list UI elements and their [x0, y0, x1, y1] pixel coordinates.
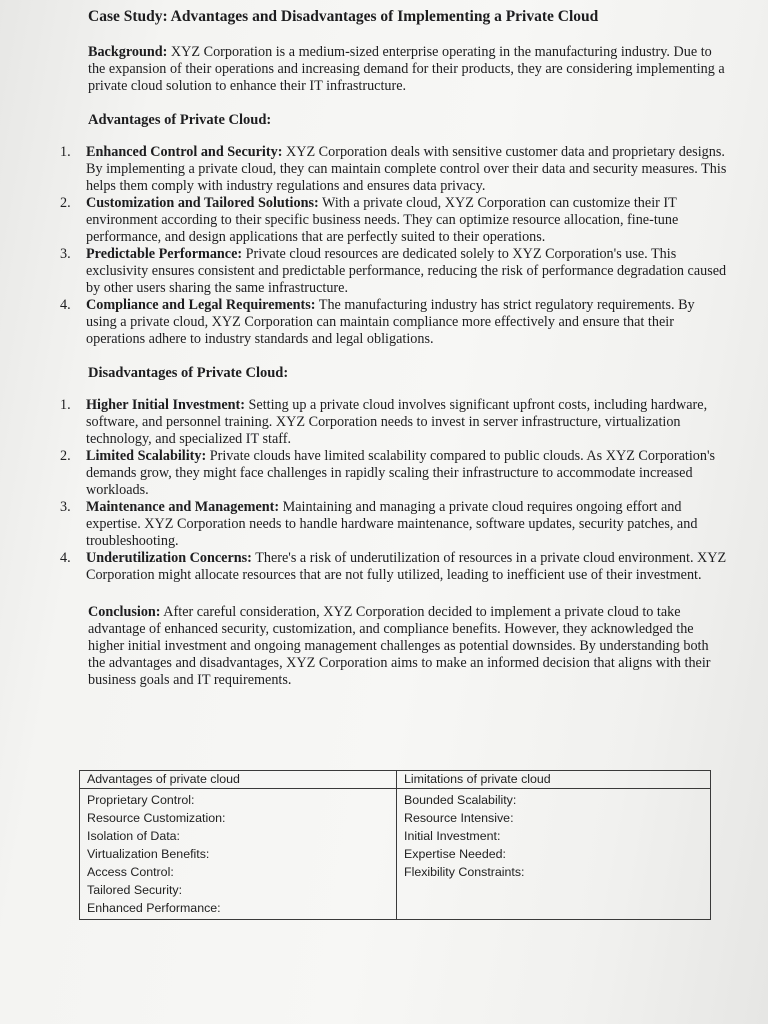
advantages-cell: [80, 789, 397, 920]
advantage-entry: Access Control:: [87, 865, 174, 879]
list-item-text: The manufacturing industry has strict regulatory requirements. By using a private cloud, XYZ Corporation can maintain compliance more effectively and ensure that their operations adhere to industry standards and legal obligations.: [86, 297, 695, 347]
list-item: [58, 499, 728, 550]
list-item-label: Higher Initial Investment:: [86, 397, 245, 413]
list-item: [58, 246, 728, 297]
list-item: [58, 550, 728, 584]
document-content: [58, 8, 728, 689]
list-item-label: Predictable Performance:: [86, 246, 243, 262]
list-item-text: With a private cloud, XYZ Corporation can customize their IT environment according to their specific business needs. They can optimize resource allocation, fine-tune performance, and design applications that are perfectly suited to their operations.: [86, 195, 679, 245]
list-item-label: Enhanced Control and Security:: [86, 144, 283, 160]
advantages-list: [58, 144, 728, 348]
list-item-label: Limited Scalability:: [86, 448, 207, 464]
list-number: 3.: [60, 246, 71, 262]
table-row: [80, 789, 711, 920]
conclusion-label: Conclusion:: [88, 604, 161, 620]
advantage-entry: Virtualization Benefits:: [87, 847, 210, 861]
advantage-entry: Enhanced Performance:: [87, 901, 221, 915]
limitation-entry: Expertise Needed:: [404, 847, 506, 861]
advantages-heading: Advantages of Private Cloud:: [88, 112, 272, 128]
list-item: [58, 195, 728, 246]
disadvantages-heading: Disadvantages of Private Cloud:: [88, 365, 289, 381]
list-item-text: Private clouds have limited scalability compared to public clouds. As XYZ Corporation's demands grow, they might face challenges in rapidly scaling their infrastructure to accommodate increased workloads.: [86, 448, 716, 498]
list-item-text: Setting up a private cloud involves significant upfront costs, including hardware, software, and personnel training. XYZ Corporation needs to invest in server infrastructure, virtualization technology, and specialized IT staff.: [86, 397, 708, 447]
disadvantages-list: [58, 397, 728, 584]
limitation-entry: Initial Investment:: [404, 829, 501, 843]
list-item-text: XYZ Corporation deals with sensitive customer data and proprietary designs. By implementing a private cloud, they can maintain complete control over their data and security measures. This helps them comply with industry regulations and ensures data privacy.: [86, 144, 727, 194]
list-item: [58, 448, 728, 499]
background-label: Background:: [88, 44, 168, 60]
limitations-cell: [397, 789, 711, 920]
list-item-text: Maintaining and managing a private cloud requires ongoing effort and expertise. XYZ Corporation needs to handle hardware maintenance, software updates, security patches, and troubleshooting.: [86, 499, 698, 549]
list-item-text: Private cloud resources are dedicated solely to XYZ Corporation's use. This exclusivity ensures consistent and predictable performance, reducing the risk of performance degradation caused by other users sharing the same infrastructure.: [86, 246, 727, 296]
list-item: [58, 397, 728, 448]
list-item-text: There's a risk of underutilization of resources in a private cloud environment. XYZ Corporation might allocate resources that are not fully utilized, leading to inefficient use of their investment.: [86, 550, 727, 583]
background-text: XYZ Corporation is a medium-sized enterprise operating in the manufacturing industry. Due to the expansion of their operations and increasing demand for their products, they are considering implementing a private cloud solution to enhance their IT infrastructure.: [88, 44, 725, 94]
list-number: 1.: [60, 397, 71, 413]
limitation-entry: Resource Intensive:: [404, 811, 514, 825]
conclusion-text: After careful consideration, XYZ Corporation decided to implement a private cloud to take advantage of enhanced security, customization, and compliance benefits. However, they acknowledged the higher initial investment and ongoing management challenges as potential downsides. By understanding both the advantages and disadvantages, XYZ Corporation aims to make an informed decision that aligns with their business goals and IT requirements.: [88, 604, 711, 688]
limitations-column-header: Limitations of private cloud: [397, 771, 711, 789]
list-number: 2.: [60, 448, 71, 464]
list-item: [58, 297, 728, 348]
list-number: 2.: [60, 195, 71, 211]
list-item: [58, 144, 728, 195]
document-title: Case Study: Advantages and Disadvantages of Implementing a Private Cloud: [88, 8, 599, 25]
list-number: 4.: [60, 550, 71, 566]
table-header-row: [80, 771, 711, 789]
conclusion-paragraph: [88, 604, 728, 689]
list-item-label: Customization and Tailored Solutions:: [86, 195, 319, 211]
advantages-column-header: Advantages of private cloud: [80, 771, 397, 789]
list-item-label: Compliance and Legal Requirements:: [86, 297, 316, 313]
background-paragraph: [88, 44, 728, 95]
advantage-entry: Tailored Security:: [87, 883, 183, 897]
advantage-entry: Proprietary Control:: [87, 793, 195, 807]
limitation-entry: Bounded Scalability:: [404, 793, 517, 807]
list-item-label: Maintenance and Management:: [86, 499, 280, 515]
list-number: 4.: [60, 297, 71, 313]
advantage-entry: Resource Customization:: [87, 811, 226, 825]
list-item-label: Underutilization Concerns:: [86, 550, 252, 566]
advantage-entry: Isolation of Data:: [87, 829, 180, 843]
comparison-table: [79, 770, 711, 920]
list-number: 1.: [60, 144, 71, 160]
list-number: 3.: [60, 499, 71, 515]
limitation-entry: Flexibility Constraints:: [404, 865, 525, 879]
